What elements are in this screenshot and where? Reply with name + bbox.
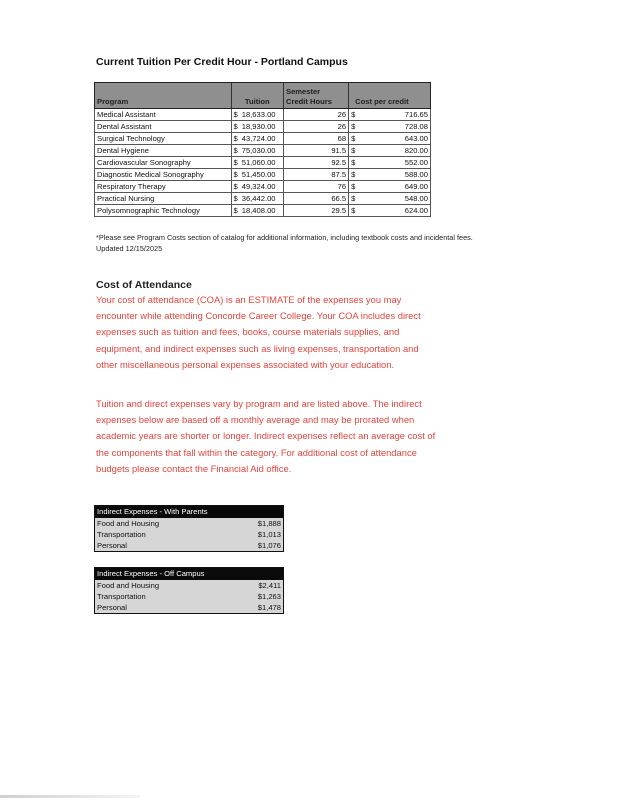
program-name: Practical Nursing xyxy=(95,193,232,205)
table-row xyxy=(95,181,431,193)
expense-value: $1,263 xyxy=(228,591,284,602)
expense-value: $1,076 xyxy=(228,540,284,552)
table-row xyxy=(95,193,431,205)
cost-value: 716.65 xyxy=(404,110,428,119)
header-program-label: Program xyxy=(97,97,129,106)
program-name: Cardiovascular Sonography xyxy=(95,157,232,169)
cost-value: 820.00 xyxy=(404,146,428,155)
table-row xyxy=(95,169,431,181)
currency-symbol: $ xyxy=(233,194,238,203)
cost-value: 624.00 xyxy=(404,206,428,215)
header-cost-label: Cost per credit xyxy=(355,97,409,106)
tuition-amount xyxy=(231,205,284,217)
table-row xyxy=(95,602,284,614)
currency-symbol: $ xyxy=(351,122,356,131)
note-text: *Please see Program Costs section of catalog for additional information, including textbook costs and incidental fees. xyxy=(96,233,473,242)
table-row xyxy=(95,591,284,602)
currency-symbol: $ xyxy=(351,134,356,143)
tuition-amount xyxy=(231,169,284,181)
currency-symbol: $ xyxy=(351,194,356,203)
header-hours-line1: Semester xyxy=(286,87,321,96)
cost-value: 552.00 xyxy=(404,158,428,167)
indirect-with-parents-table xyxy=(94,505,284,552)
coa-paragraph-2: Tuition and direct expenses vary by program and are listed above. The indirect expenses below are based off a monthly average and may be prorated when academic years are shorter or longer. Indirect expenses reflect an average cost of the components that fall within the category. For additional cost of attendance budgets please contact the Financial Aid office. xyxy=(96,398,436,474)
header-program xyxy=(95,83,232,109)
tuition-value: 18,633.00 xyxy=(241,110,276,119)
credit-hours: 29.5 xyxy=(284,205,349,217)
table-row xyxy=(95,133,431,145)
table-row xyxy=(95,205,431,217)
table-row xyxy=(95,121,431,133)
expense-label: Transportation xyxy=(95,529,228,540)
tuition-amount xyxy=(231,193,284,205)
program-name: Dental Hygiene xyxy=(95,145,232,157)
tuition-value: 36,442.00 xyxy=(241,194,276,203)
expense-value: $1,888 xyxy=(228,518,284,529)
table-row xyxy=(95,157,431,169)
cost-value: 649.00 xyxy=(404,182,428,191)
expense-value: $2,411 xyxy=(228,580,284,591)
currency-symbol: $ xyxy=(233,134,238,143)
cost-per-credit xyxy=(349,181,431,193)
currency-symbol: $ xyxy=(233,170,238,179)
updated-date: Updated 12/15/2025 xyxy=(96,244,163,253)
header-credit-hours xyxy=(284,83,349,109)
credit-hours: 26 xyxy=(284,121,349,133)
tuition-value: 18,408.00 xyxy=(241,206,276,215)
credit-hours: 92.5 xyxy=(284,157,349,169)
expense-value: $1,013 xyxy=(228,529,284,540)
currency-symbol: $ xyxy=(351,146,356,155)
tuition-value: 75,030.00 xyxy=(241,146,276,155)
cost-per-credit xyxy=(349,109,431,121)
cost-per-credit xyxy=(349,133,431,145)
indirect-off-campus-table xyxy=(94,567,284,614)
expense-label: Food and Housing xyxy=(95,518,228,529)
cost-per-credit xyxy=(349,205,431,217)
program-name: Medical Assistant xyxy=(95,109,232,121)
credit-hours: 68 xyxy=(284,133,349,145)
expense-label: Personal xyxy=(95,540,228,552)
tuition-note xyxy=(96,232,473,254)
table-row xyxy=(95,518,284,529)
cost-value: 588.00 xyxy=(404,170,428,179)
credit-hours: 26 xyxy=(284,109,349,121)
tuition-value: 51,060.00 xyxy=(241,158,276,167)
table-row xyxy=(95,540,284,552)
credit-hours: 76 xyxy=(284,181,349,193)
tuition-title: Current Tuition Per Credit Hour - Portland Campus xyxy=(96,56,348,68)
tuition-amount xyxy=(231,145,284,157)
credit-hours: 87.5 xyxy=(284,169,349,181)
cost-value: 643.00 xyxy=(404,134,428,143)
tuition-value: 51,450.00 xyxy=(241,170,276,179)
currency-symbol: $ xyxy=(233,206,238,215)
tuition-value: 49,324.00 xyxy=(241,182,276,191)
table-row xyxy=(95,529,284,540)
credit-hours: 66.5 xyxy=(284,193,349,205)
expense-label: Transportation xyxy=(95,591,228,602)
currency-symbol: $ xyxy=(233,110,238,119)
currency-symbol: $ xyxy=(351,206,356,215)
expense-label: Personal xyxy=(95,602,228,614)
table-row xyxy=(95,580,284,591)
tuition-value: 43,724.00 xyxy=(241,134,276,143)
coa-paragraph-1: Your cost of attendance (COA) is an ESTIMATE of the expenses you may encounter while attending Concorde Career College. Your COA includes direct expenses such as tuition and fees, books, course materials supplies, and equipment, and indirect expenses such as living expenses, transportation and other miscellaneous personal expenses associated with your education. xyxy=(96,294,421,370)
header-tuition xyxy=(231,83,284,109)
coa-heading: Cost of Attendance xyxy=(96,279,192,291)
indirect-off-campus-title: Indirect Expenses - Off Campus xyxy=(95,568,284,581)
currency-symbol: $ xyxy=(233,122,238,131)
footer-divider xyxy=(0,795,140,798)
program-name: Dental Assistant xyxy=(95,121,232,133)
header-tuition-label: Tuition xyxy=(244,97,270,106)
program-name: Surgical Technology xyxy=(95,133,232,145)
cost-per-credit xyxy=(349,169,431,181)
currency-symbol: $ xyxy=(351,170,356,179)
tuition-value: 18,930.00 xyxy=(241,122,276,131)
tuition-amount xyxy=(231,133,284,145)
currency-symbol: $ xyxy=(351,182,356,191)
tuition-amount xyxy=(231,157,284,169)
tuition-amount xyxy=(231,121,284,133)
table-row xyxy=(95,145,431,157)
currency-symbol: $ xyxy=(233,182,238,191)
cost-per-credit xyxy=(349,157,431,169)
cost-per-credit xyxy=(349,145,431,157)
tuition-header-row xyxy=(95,83,431,109)
expense-label: Food and Housing xyxy=(95,580,228,591)
indirect-with-parents-title: Indirect Expenses - With Parents xyxy=(95,506,284,519)
cost-per-credit xyxy=(349,121,431,133)
expense-value: $1,478 xyxy=(228,602,284,614)
program-name: Polysomnographic Technology xyxy=(95,205,232,217)
table-row xyxy=(95,109,431,121)
cost-per-credit xyxy=(349,193,431,205)
currency-symbol: $ xyxy=(233,146,238,155)
currency-symbol: $ xyxy=(351,158,356,167)
cost-value: 548.00 xyxy=(404,194,428,203)
cost-value: 728.08 xyxy=(404,122,428,131)
tuition-table xyxy=(94,82,431,217)
header-hours-line2: Credit Hours xyxy=(286,97,332,106)
program-name: Diagnostic Medical Sonography xyxy=(95,169,232,181)
currency-symbol: $ xyxy=(351,110,356,119)
tuition-amount xyxy=(231,109,284,121)
program-name: Respiratory Therapy xyxy=(95,181,232,193)
credit-hours: 91.5 xyxy=(284,145,349,157)
header-cost-per-credit xyxy=(349,83,431,109)
tuition-amount xyxy=(231,181,284,193)
currency-symbol: $ xyxy=(233,158,238,167)
